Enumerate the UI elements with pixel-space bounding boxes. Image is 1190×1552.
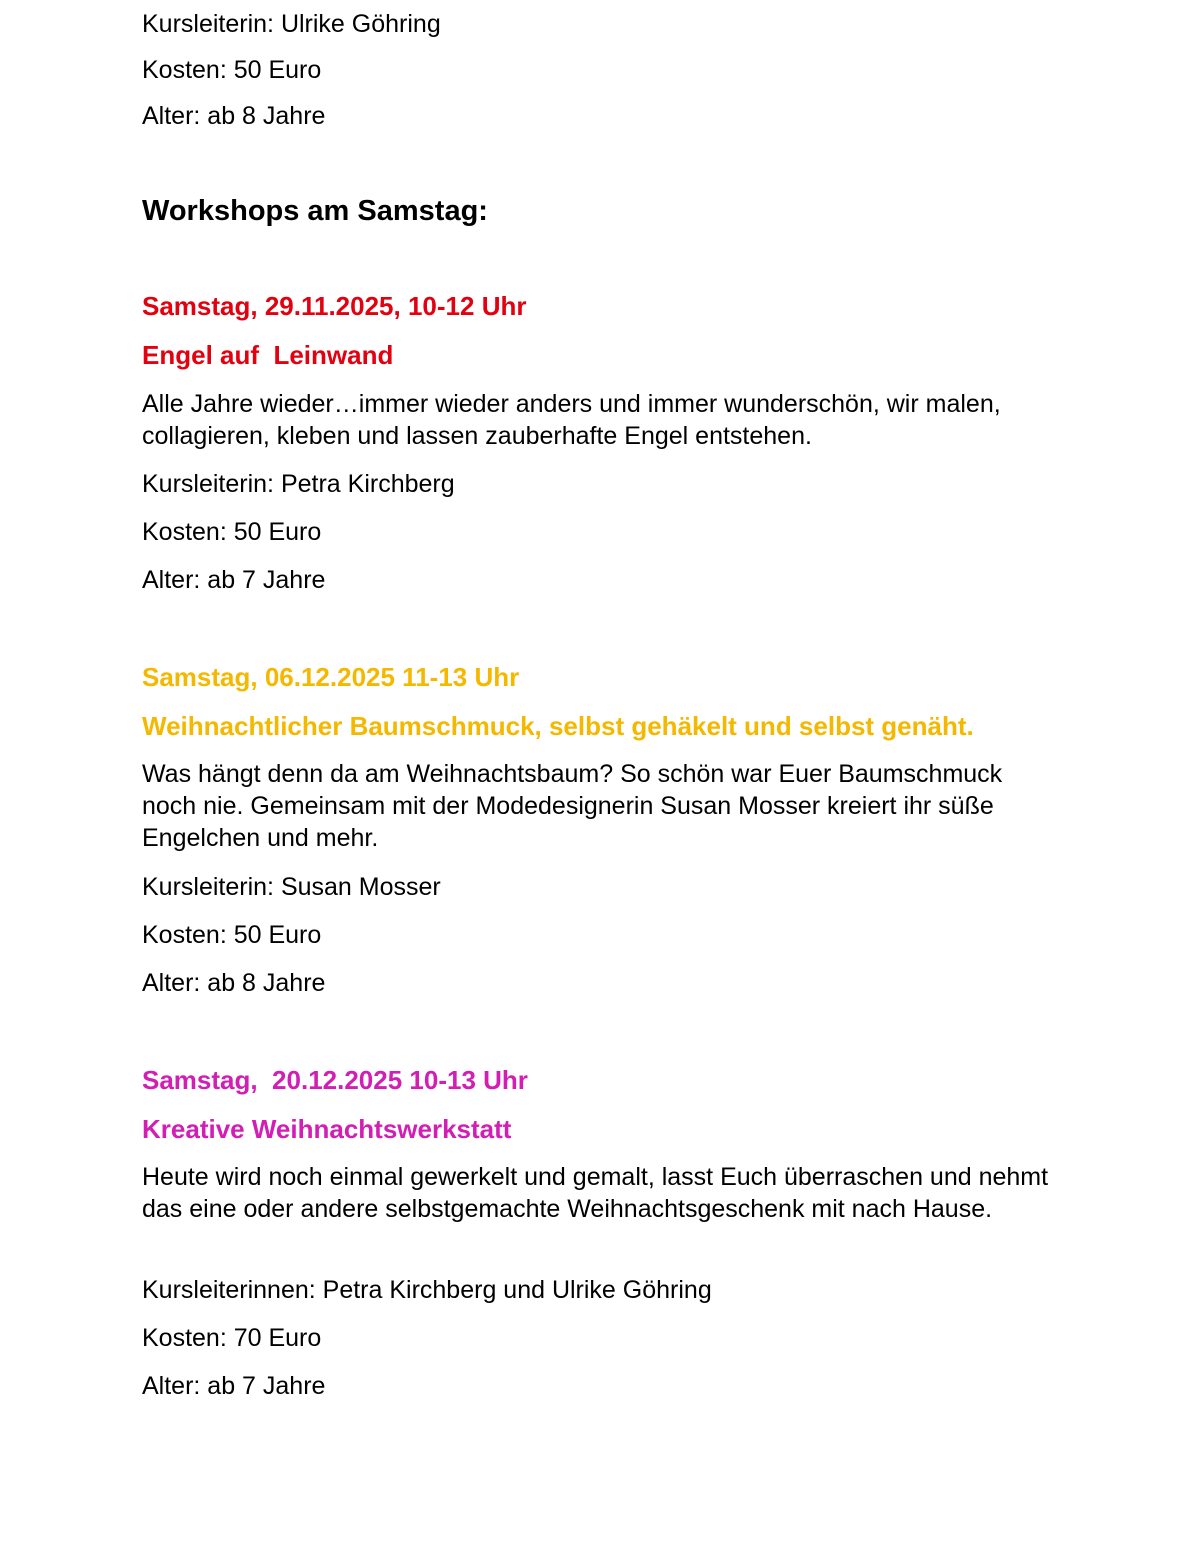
workshop-date: Samstag, 29.11.2025, 10-12 Uhr [142, 291, 527, 321]
workshop-date: Samstag, 06.12.2025 11-13 Uhr [142, 662, 520, 692]
workshop-age: Alter: ab 7 Jahre [142, 1372, 326, 1400]
workshop-cost: Kosten: 70 Euro [142, 1324, 322, 1352]
workshop-title: Kreative Weihnachtswerkstatt [142, 1114, 512, 1144]
intro-instructor: Kursleiterin: Ulrike Göhring [142, 10, 441, 38]
workshop-cost: Kosten: 50 Euro [142, 518, 322, 546]
workshop-title: Engel auf Leinwand [142, 340, 394, 370]
workshop-instructor: Kursleiterin: Petra Kirchberg [142, 470, 455, 498]
workshop-age: Alter: ab 8 Jahre [142, 969, 326, 997]
workshop-instructor: Kursleiterinnen: Petra Kirchberg und Ulrike Göhring [142, 1276, 712, 1304]
intro-age: Alter: ab 8 Jahre [142, 102, 326, 130]
workshop-age: Alter: ab 7 Jahre [142, 566, 326, 594]
workshop-description: Was hängt denn da am Weihnachtsbaum? So schön war Euer Baumschmuck noch nie. Gemeinsam mit der Modedesignerin Susan Mosser kreiert ihr süße Engelchen und mehr. [142, 760, 1003, 852]
workshop-title: Weihnachtlicher Baumschmuck, selbst gehäkelt und selbst genäht. [142, 711, 974, 741]
workshop-cost: Kosten: 50 Euro [142, 921, 322, 949]
workshop-description: Heute wird noch einmal gewerkelt und gemalt, lasst Euch überraschen und nehmt das eine oder andere selbstgemachte Weihnachtsgeschenk mit nach Hause. [142, 1163, 1049, 1223]
intro-cost: Kosten: 50 Euro [142, 56, 322, 84]
section-heading: Workshops am Samstag: [142, 195, 488, 227]
workshop-instructor: Kursleiterin: Susan Mosser [142, 873, 441, 901]
workshop-date: Samstag, 20.12.2025 10-13 Uhr [142, 1065, 528, 1095]
workshop-description: Alle Jahre wieder…immer wieder anders und immer wunderschön, wir malen, collagieren, kleben und lassen zauberhafte Engel entstehen. [142, 390, 1001, 450]
